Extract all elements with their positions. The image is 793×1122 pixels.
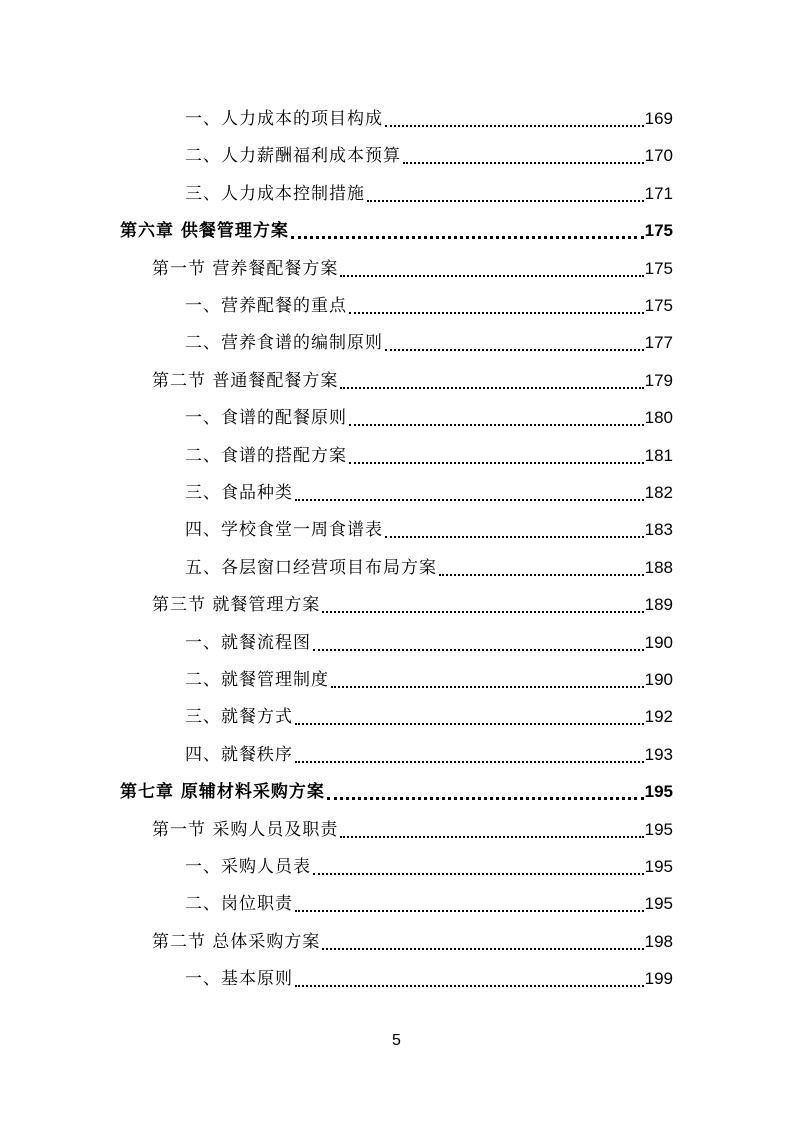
dot-leader <box>291 216 644 246</box>
toc-item-entry[interactable] <box>185 964 673 994</box>
toc-entry-title: 第一节 营养餐配餐方案 <box>152 258 339 279</box>
toc-item-entry[interactable] <box>185 403 673 433</box>
toc-entry-title: 第三节 就餐管理方案 <box>152 595 321 616</box>
toc-entry-title: 第六章 供餐管理方案 <box>120 221 289 242</box>
toc-entry-title: 三、就餐方式 <box>185 707 293 728</box>
dot-leader <box>295 740 644 770</box>
toc-entry-title: 四、就餐秩序 <box>185 744 293 765</box>
dot-leader <box>439 553 644 583</box>
toc-entry-page: 195 <box>644 819 673 839</box>
dot-leader <box>340 815 643 845</box>
toc-item-entry[interactable] <box>185 328 673 358</box>
toc-entry-page: 192 <box>644 707 673 727</box>
toc-entry-title: 二、岗位职责 <box>185 894 293 915</box>
dot-leader <box>313 852 644 882</box>
dot-leader <box>367 179 644 209</box>
toc-item-entry[interactable] <box>185 179 673 209</box>
toc-entry-title: 三、食品种类 <box>185 483 293 503</box>
toc-item-entry[interactable] <box>185 515 673 545</box>
dot-leader <box>331 665 644 695</box>
dot-leader <box>295 889 644 919</box>
toc-entry-title: 三、人力成本控制措施 <box>185 183 365 204</box>
toc-entry-title: 第一节 采购人员及职责 <box>152 819 339 840</box>
toc-entry-page: 170 <box>644 146 673 166</box>
toc-entry-title: 第二节 普通餐配餐方案 <box>152 370 339 391</box>
toc-entry-title: 一、人力成本的项目构成 <box>185 109 383 129</box>
toc-item-entry[interactable] <box>185 291 673 321</box>
toc-item-entry[interactable] <box>185 628 673 658</box>
toc-section-entry[interactable] <box>152 590 673 620</box>
toc-entry-page: 181 <box>644 445 673 465</box>
dot-leader <box>295 964 644 994</box>
dot-leader <box>340 254 643 284</box>
toc-item-entry[interactable] <box>185 104 673 134</box>
toc-entry-page: 171 <box>644 183 673 203</box>
dot-leader <box>295 702 644 732</box>
dot-leader <box>385 328 644 358</box>
toc-entry-page: 198 <box>644 931 673 951</box>
toc-item-entry[interactable] <box>185 553 673 583</box>
toc-chapter-entry[interactable] <box>120 777 673 807</box>
toc-section-entry[interactable] <box>152 815 673 845</box>
toc-chapter-entry[interactable] <box>120 216 673 246</box>
dot-leader <box>340 366 643 396</box>
dot-leader <box>322 927 643 957</box>
toc-entry-page: 195 <box>644 782 673 802</box>
toc-item-entry[interactable] <box>185 740 673 770</box>
dot-leader <box>295 478 644 508</box>
toc-entry-page: 188 <box>644 557 673 577</box>
toc-entry-page: 182 <box>644 483 673 502</box>
dot-leader <box>385 104 644 134</box>
toc-item-entry[interactable] <box>185 702 673 732</box>
toc-item-entry[interactable] <box>185 889 673 919</box>
toc-entry-title: 一、采购人员表 <box>185 857 311 877</box>
toc-item-entry[interactable] <box>185 665 673 695</box>
dot-leader <box>385 515 644 545</box>
toc-entry-title: 二、就餐管理制度 <box>185 670 329 690</box>
toc-entry-title: 二、食谱的搭配方案 <box>185 445 347 466</box>
toc-entry-title: 第七章 原辅材料采购方案 <box>120 782 325 803</box>
toc-section-entry[interactable] <box>152 927 673 957</box>
toc-entry-title: 二、人力薪酬福利成本预算 <box>185 146 401 167</box>
toc-entry-title: 一、就餐流程图 <box>185 632 311 653</box>
toc-entry-page: 190 <box>644 632 673 652</box>
dot-leader <box>403 141 644 171</box>
page-number: 5 <box>392 1032 401 1049</box>
toc-entry-title: 二、营养食谱的编制原则 <box>185 333 383 354</box>
toc-entry-title: 五、各层窗口经营项目布局方案 <box>185 557 437 578</box>
toc-entry-page: 180 <box>644 408 673 428</box>
dot-leader <box>313 628 644 658</box>
toc-section-entry[interactable] <box>152 366 673 396</box>
toc-entry-page: 175 <box>644 258 673 278</box>
toc-entry-page: 189 <box>644 595 673 615</box>
toc-entry-page: 169 <box>644 109 673 128</box>
dot-leader <box>322 590 643 620</box>
toc-item-entry[interactable] <box>185 852 673 882</box>
dot-leader <box>349 441 644 471</box>
toc-entry-title: 一、营养配餐的重点 <box>185 296 347 316</box>
dot-leader <box>327 777 644 807</box>
toc-entry-page: 183 <box>644 520 673 540</box>
toc-entry-title: 第二节 总体采购方案 <box>152 931 321 952</box>
toc-entry-page: 175 <box>644 221 673 241</box>
toc-entry-title: 一、食谱的配餐原则 <box>185 408 347 429</box>
toc-entry-page: 175 <box>644 296 673 315</box>
toc-entry-page: 195 <box>644 894 673 914</box>
toc-entry-page: 199 <box>644 969 673 989</box>
toc-entry-page: 193 <box>644 744 673 764</box>
toc-section-entry[interactable] <box>152 254 673 284</box>
toc-entry-title: 四、学校食堂一周食谱表 <box>185 520 383 541</box>
toc-entry-page: 179 <box>644 370 673 390</box>
dot-leader <box>349 291 644 321</box>
dot-leader <box>349 403 644 433</box>
toc-item-entry[interactable] <box>185 441 673 471</box>
toc-item-entry[interactable] <box>185 141 673 171</box>
toc-entry-page: 195 <box>644 857 673 876</box>
toc-item-entry[interactable] <box>185 478 673 508</box>
toc-entry-page: 177 <box>644 333 673 353</box>
toc-entry-title: 一、基本原则 <box>185 969 293 990</box>
toc-entry-page: 190 <box>644 670 673 689</box>
